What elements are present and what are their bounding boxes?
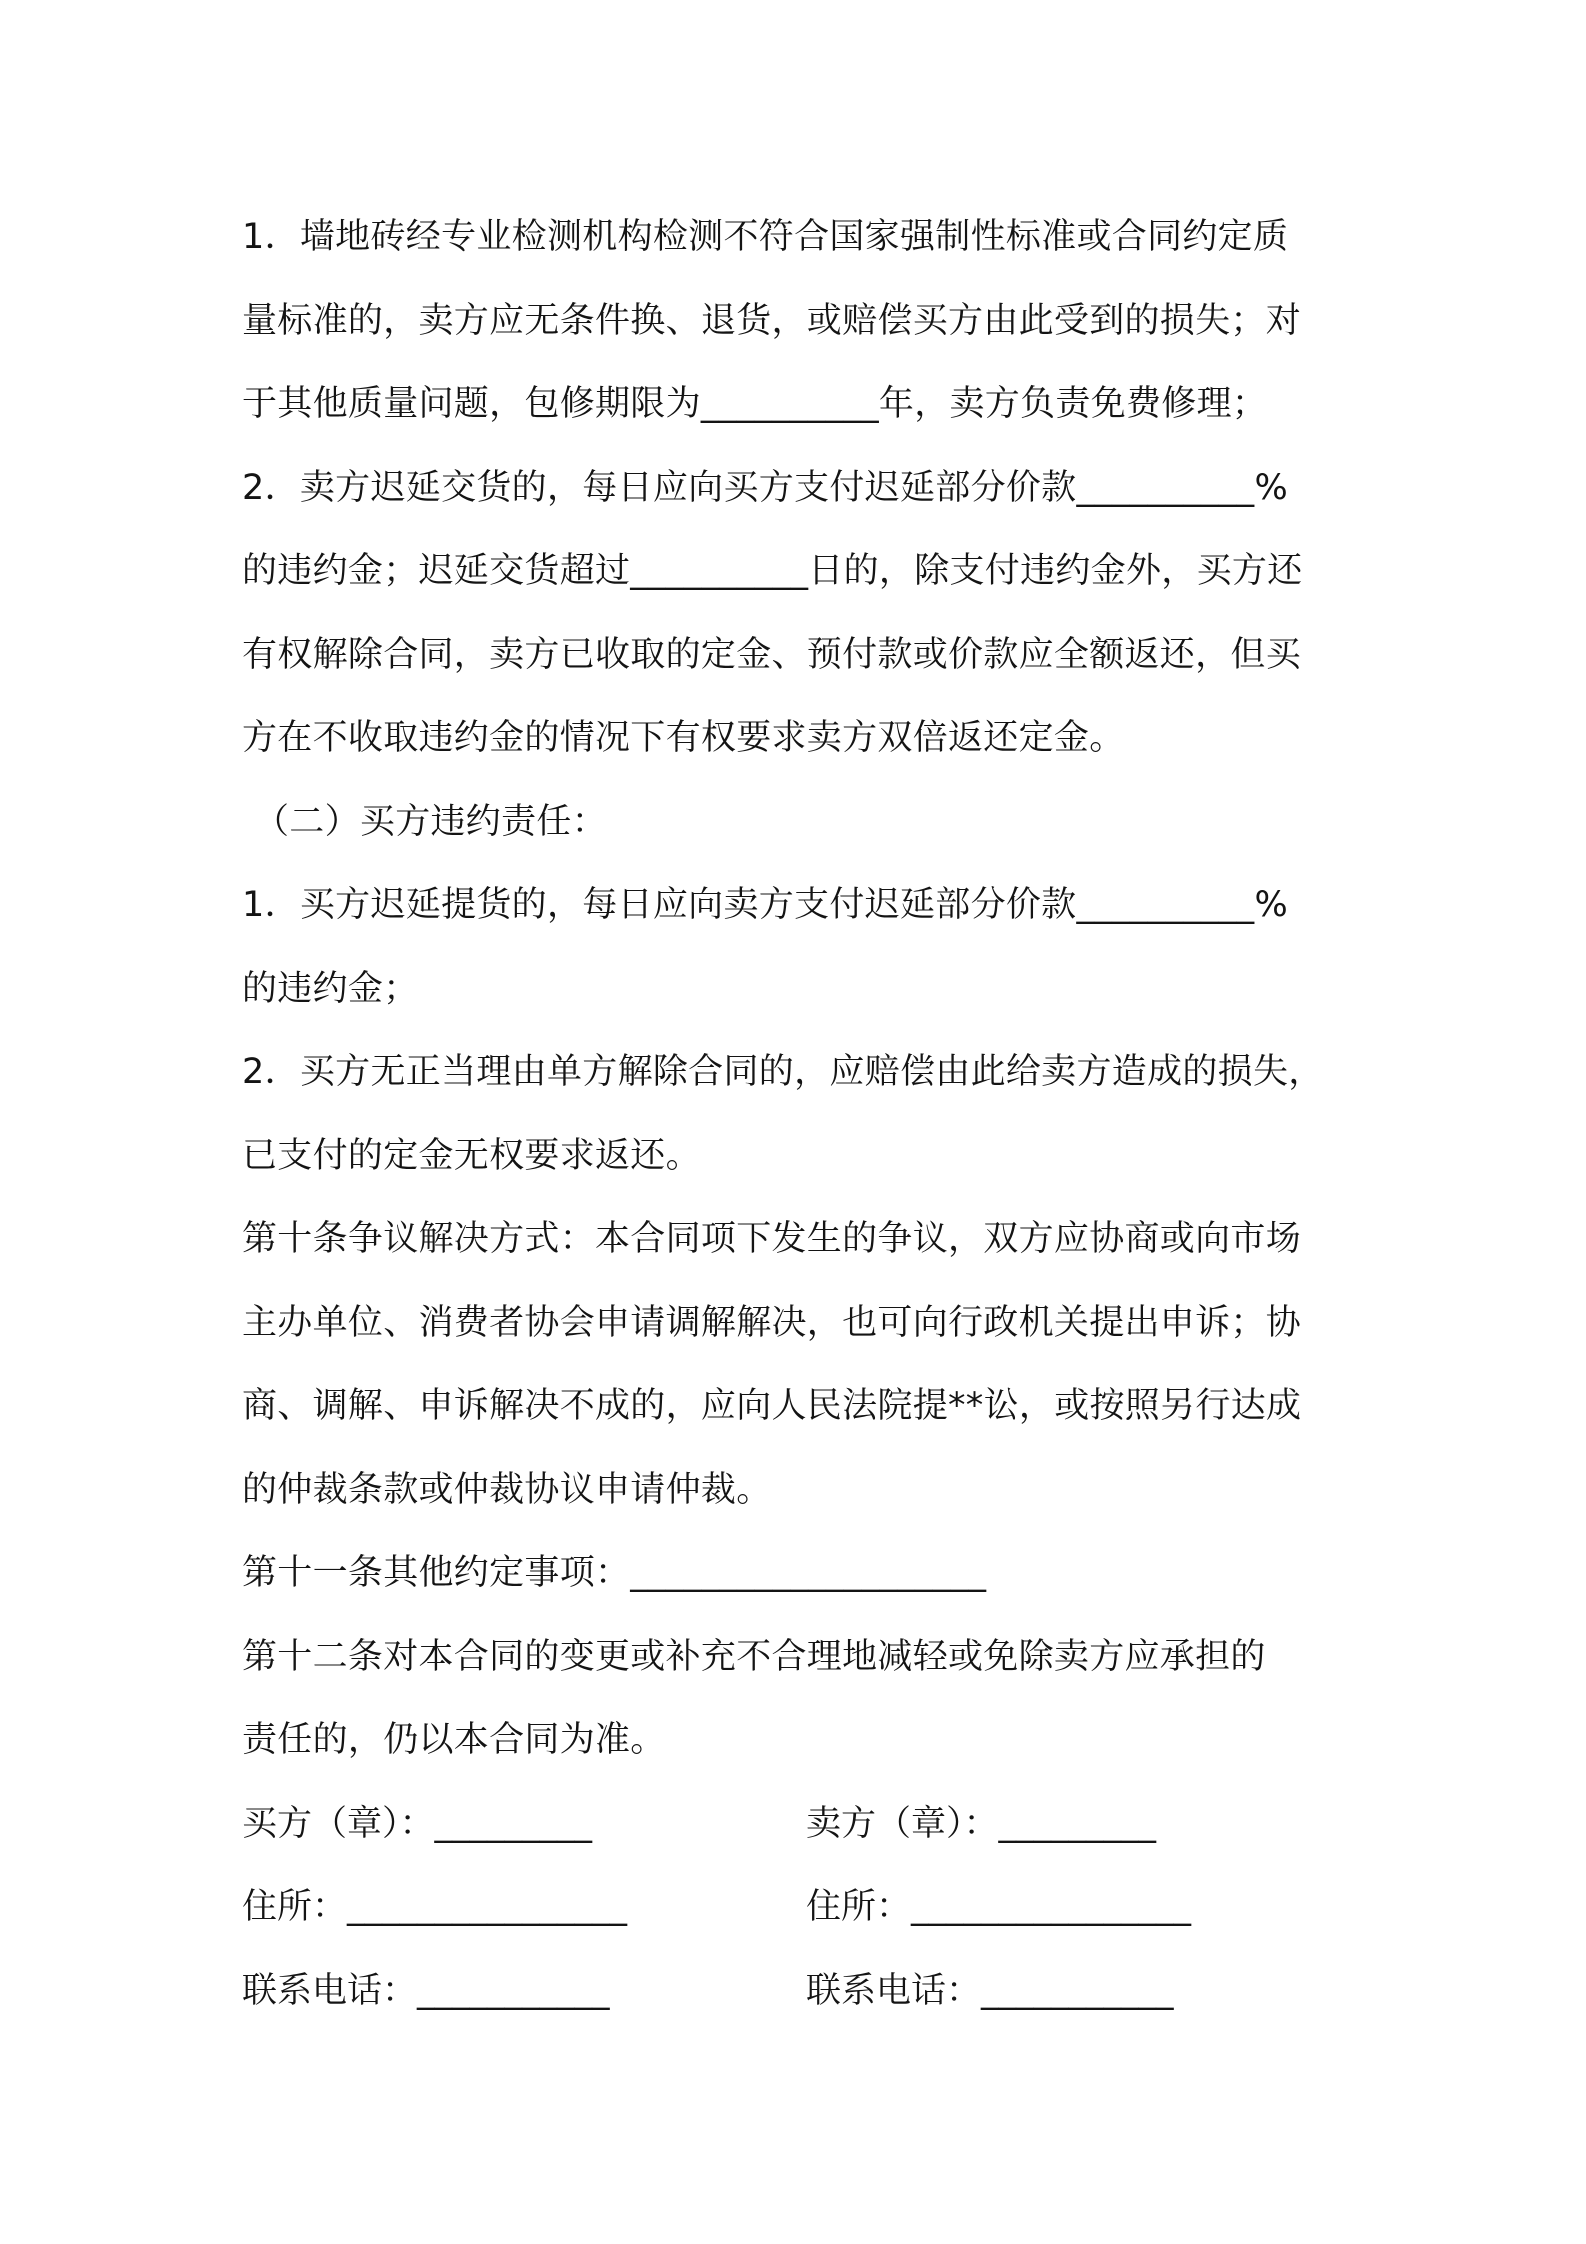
text-line: 的仲裁条款或仲裁协议申请仲裁。	[242, 1469, 772, 1510]
text-line: 第十一条其他约定事项：____________________	[242, 1553, 987, 1593]
text-line: 的违约金；	[242, 968, 419, 1009]
contract-page	[242, 196, 1372, 2033]
seller-phone-field: 联系电话：___________	[806, 1970, 1174, 2011]
buyer-seal-field: 买方（章）：_________	[242, 1803, 593, 1844]
buyer-address-field: 住所：________________	[242, 1887, 628, 1927]
buyer-phone-field: 联系电话：___________	[242, 1970, 610, 2011]
text-line: 第十二条对本合同的变更或补充不合理地减轻或免除卖方应承担的	[242, 1636, 1266, 1677]
text-line: 的违约金；迟延交货超过__________日的，除支付违约金外，买方还	[242, 551, 1303, 591]
seller-seal-field: 卖方（章）：_________	[806, 1803, 1157, 1844]
text-line: 2．卖方迟延交货的，每日应向买方支付迟延部分价款__________%	[242, 467, 1289, 508]
text-line: 于其他质量问题，包修期限为__________年，卖方负责免费修理；	[242, 384, 1268, 424]
seller-address-field: 住所：________________	[806, 1887, 1192, 1927]
signature-row-address	[242, 1866, 1372, 1950]
text-line: 1．墙地砖经专业检测机构检测不符合国家强制性标准或合同约定质	[242, 217, 1289, 257]
text-line: 已支付的定金无权要求返还。	[242, 1135, 701, 1176]
text-line: 责任的，仍以本合同为准。	[242, 1720, 666, 1760]
text-line: 有权解除合同，卖方已收取的定金、预付款或价款应全额返还，但买	[242, 634, 1302, 675]
text-line: 方在不收取违约金的情况下有权要求卖方双倍返还定金。	[242, 718, 1125, 758]
section-heading: （二）买方违约责任：	[254, 801, 608, 842]
text-line: 1．买方迟延提货的，每日应向卖方支付迟延部分价款__________%	[242, 885, 1289, 925]
text-line: 2．买方无正当理由单方解除合同的，应赔偿由此给卖方造成的损失，	[242, 1052, 1324, 1092]
signature-row-seal	[242, 1783, 1372, 1867]
text-line: 主办单位、消费者协会申请调解解决，也可向行政机关提出申诉；协	[242, 1302, 1302, 1343]
text-line: 商、调解、申诉解决不成的，应向人民法院提**讼，或按照另行达成	[242, 1386, 1302, 1426]
text-line: 第十条争议解决方式：本合同项下发生的争议，双方应协商或向市场	[242, 1219, 1302, 1259]
text-line: 量标准的，卖方应无条件换、退货，或赔偿买方由此受到的损失；对	[242, 300, 1302, 341]
signature-row-phone	[242, 1950, 1372, 2034]
